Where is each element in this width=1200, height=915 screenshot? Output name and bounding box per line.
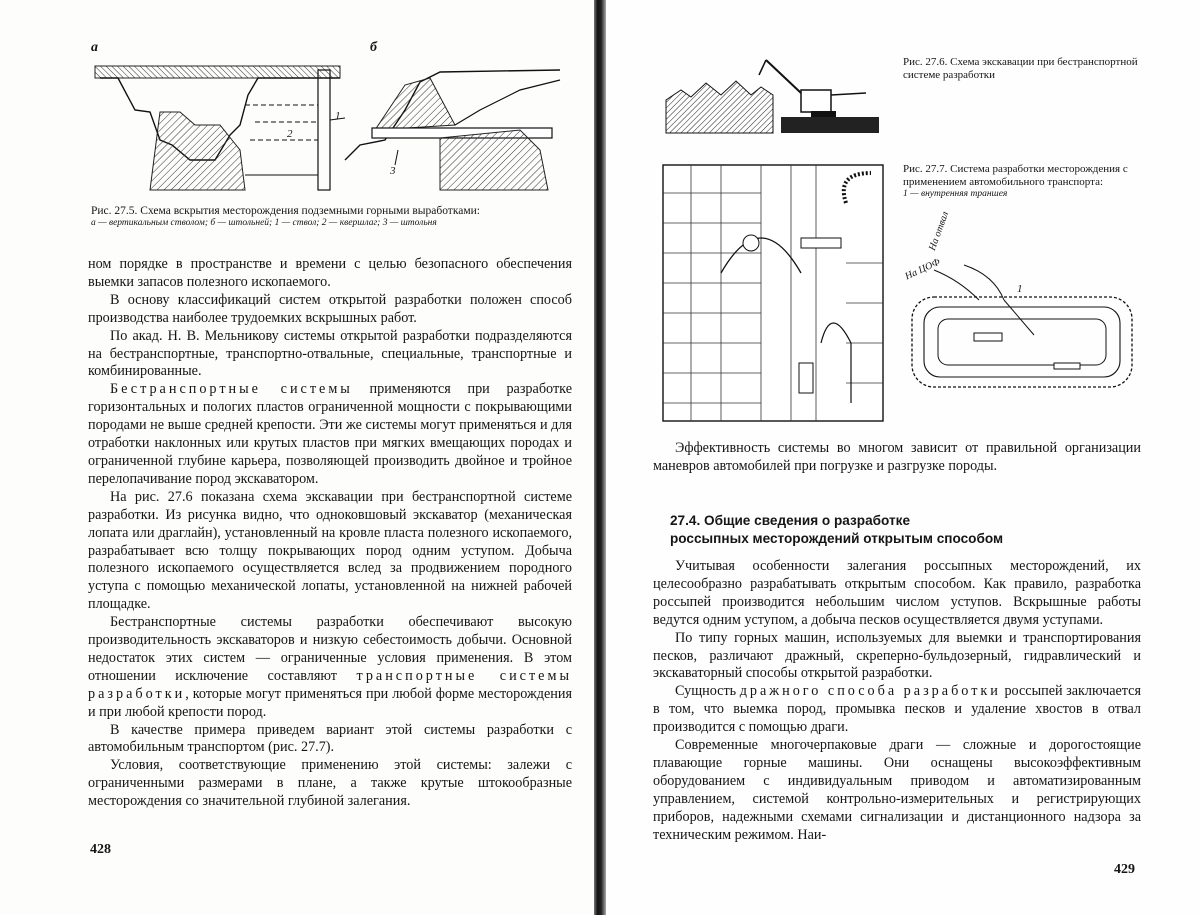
figure-callout-3: 3	[390, 165, 396, 177]
paragraph: Бестранспортные системы применяются при разработке горизонтальных и пологих пластов ограниченной мощности с покрывающими породами не выше средней крепости. Эти же системы могут применяться и для отработки наклонных или крутых пластов при мягких вмещающих породах и ограниченной глубине карьера, позволяющей производить двойное и тройное перелопачивание пород экскаватором.	[88, 381, 572, 487]
paragraph: Современные многочерпаковые драги — сложные и дорогостоящие плавающие горные машины. Они оснащены высокоэффективным оборудованием с индивидуальным приводом и автоматизированным управлением, системой контрольно-измерительных и регистрирующих приборов, надежными схемами сигнализации и дистанционного надзора за техническим режимом. Наи-	[653, 737, 1141, 843]
spaced-term: транспортные системы разработки	[88, 667, 572, 702]
paragraph: Сущность дражного способа разработки россыпей заключается в том, что выемка пород, промывка песков и удаление хвостов в отвал производится с помощью драги.	[653, 683, 1141, 736]
right-intro: Эффективность системы во многом зависит от правильной организации маневров автомобилей при погрузке и разгрузке породы.	[653, 440, 1141, 474]
paragraph: Учитывая особенности залегания россыпных месторождений, их целесообразно разрабатывать открытым способом. Как правило, разработка россыпей производится небольшим числом уступов. Вскрышные работы ведутся одним уступом, а добыча песков осуществляется двумя уступами.	[653, 558, 1141, 628]
paragraph: В основу классификаций систем открытой разработки положен способ производства наиболее трудоемких вскрышных работ.	[88, 291, 572, 326]
figure-label-b: б	[370, 40, 377, 55]
page-number-right: 429	[1114, 862, 1135, 877]
page-number-left: 428	[90, 842, 111, 857]
figure-27-6-caption: Рис. 27.6. Схема экскавации при бестранспортной системе разработки	[903, 56, 1138, 81]
figure-27-6-drawing	[661, 45, 881, 135]
paragraph: ном порядке в пространстве и времени с целью безопасного обеспечения выемки запасов полезного ископаемого.	[88, 256, 572, 290]
figure-callout-1: 1	[335, 110, 341, 122]
right-body-text	[653, 558, 1141, 845]
label-na-otval: На отвал	[926, 210, 952, 253]
right-page	[606, 0, 1200, 915]
section-heading: 27.4. Общие сведения о разработке россыпных месторождений открытым способом	[670, 513, 1004, 546]
caption-legend: а — вертикальным стволом; б — штольней; 1 — ствол; 2 — квершлаг; 3 — штольня	[91, 218, 437, 228]
figure-27-5-caption	[91, 205, 571, 229]
figure-27-5	[0, 0, 598, 200]
spaced-term: дражного способа разработки	[739, 683, 1001, 700]
figure-label-a: а	[91, 40, 98, 55]
figure-callout-1: 1	[1017, 283, 1023, 295]
left-body-text	[88, 256, 572, 811]
paragraph: На рис. 27.6 показана схема экскавации при бестранспортной системе разработки. Из рисунка видно, что одноковшовый экскаватор (механическая лопата или драглайн), установленный на кровле пласта полезного ископаемого, разрабатывает всю толщу покрывающих пород одним уступом. Добыча полезного ископаемого осуществляется вслед за продвижением породного уступа с помощью механической лопаты, установленной на нижней рабочей площадке.	[88, 488, 572, 613]
figure-27-5-drawing	[0, 0, 598, 200]
figure-27-7-caption: Рис. 27.7. Система разработки месторождения с применением автомобильного транспорта: 1 — внутренняя траншея	[903, 163, 1128, 199]
paragraph: Бестранспортные системы разработки обеспечивают высокую производительность экскаваторов и низкую себестоимость добычи. Основной недостаток этих систем — ограниченные условия применения. В этом отношении исключение составляют транспортные системы разработки, которые могут применяться при любой форме месторождения и при любой крепости пород.	[88, 614, 572, 720]
spaced-term: Бестранспортные системы	[110, 381, 353, 398]
paragraph: По типу горных машин, используемых для выемки и транспортирования песков, различают дражный, скреперно-бульдозерный, гидравлический и экскаваторный способы открытой разработки.	[653, 629, 1141, 682]
paragraph: Условия, соответствующие применению этой системы: залежи с ограниченными размерами в плане, а также крутые штокообразные месторождения со значительной глубиной залегания.	[88, 757, 572, 810]
figure-27-7-plan	[661, 163, 886, 423]
label-na-tsof: На ЦОФ	[903, 256, 942, 283]
paragraph: В качестве примера приведем вариант этой системы разработки с автомобильным транспортом (рис. 27.7).	[88, 721, 572, 756]
paragraph: По акад. Н. В. Мельникову системы открытой разработки подразделяются на бестранспортные, транспортно-отвальные, специальные, транспортные и комбинированные.	[88, 327, 572, 380]
book-gutter	[594, 0, 606, 915]
figure-callout-2: 2	[287, 128, 293, 140]
caption-title: Рис. 27.5. Схема вскрытия месторождения подземными горными выработками:	[91, 205, 480, 217]
left-page	[0, 0, 598, 915]
